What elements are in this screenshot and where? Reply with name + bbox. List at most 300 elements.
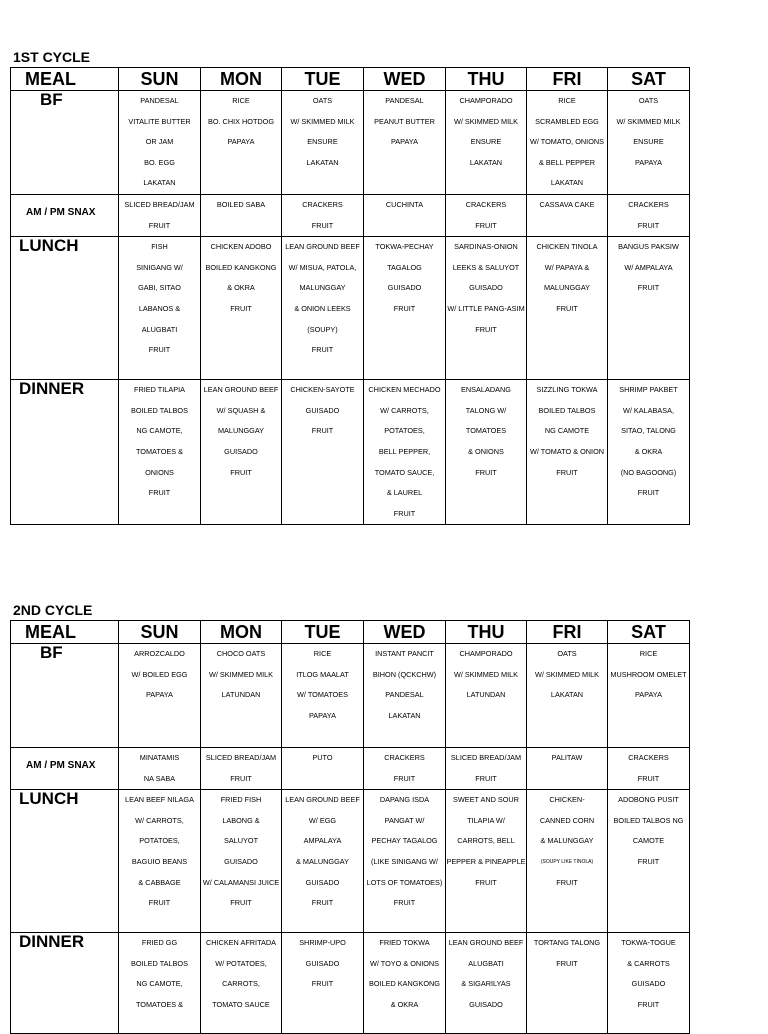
- menu-item: FRUIT: [556, 467, 578, 477]
- menu-item: PAPAYA: [145, 690, 174, 700]
- menu-item: PANDESAL: [385, 690, 424, 700]
- meal-label-cell: [11, 380, 119, 525]
- menu-item: FRUIT: [311, 979, 334, 989]
- day-header-sun: SUN: [119, 621, 201, 644]
- menu-cell-wed: [364, 644, 446, 748]
- menu-cell-wed: [364, 237, 446, 380]
- menu-item: GUISADO: [305, 958, 340, 968]
- meal-row-snacks: [11, 748, 690, 790]
- menu-cell-tue: [282, 790, 364, 933]
- menu-item: CHICKEN-SAYOTE: [290, 385, 355, 395]
- menu-item-list: [201, 933, 281, 1015]
- menu-item: & CABBAGE: [138, 877, 181, 887]
- menu-item: GUISADO: [387, 283, 422, 293]
- meal-column-header: MEAL: [11, 621, 119, 644]
- menu-cell-wed: [364, 194, 446, 236]
- menu-item: POTATOES,: [139, 836, 180, 846]
- menu-item: LAKATAN: [143, 178, 176, 188]
- menu-cell-sat: [608, 644, 690, 748]
- menu-cell-sat: [608, 91, 690, 195]
- menu-item: & ONION LEEKS: [294, 303, 351, 313]
- menu-item: BOILED TALBOS: [131, 405, 188, 415]
- menu-cell-tue: [282, 933, 364, 1034]
- menu-item: CRACKERS: [384, 753, 425, 762]
- menu-cell-tue: [282, 237, 364, 380]
- menu-cell-thu: [446, 933, 527, 1034]
- menu-item: W/ POTATOES,: [215, 958, 267, 968]
- menu-item: FRUIT: [393, 773, 416, 783]
- menu-cell-sun: [119, 933, 201, 1034]
- menu-item: CAMOTE: [632, 836, 665, 846]
- menu-item: W/ TOMATO, ONIONS: [529, 137, 605, 147]
- menu-item-list: [608, 644, 689, 706]
- menu-cell-sun: [119, 237, 201, 380]
- menu-item: W/ SKIMMED MILK: [208, 669, 274, 679]
- menu-item: GABI, SITAO: [138, 283, 181, 293]
- menu-item: TOMATOES &: [135, 446, 184, 456]
- menu-cell-thu: [446, 790, 527, 933]
- menu-item: GUISADO: [305, 405, 340, 415]
- menu-item: LEEKS & SALUYOT: [452, 262, 520, 272]
- menu-item: CHOCO OATS: [216, 649, 266, 658]
- menu-cell-fri: [527, 644, 608, 748]
- menu-item: LATUNDAN: [221, 690, 261, 700]
- menu-item: PAPAYA: [308, 710, 337, 720]
- menu-item-list: [201, 748, 281, 789]
- menu-item-list: [527, 380, 607, 483]
- meal-label-breakfast: BF: [40, 643, 63, 662]
- menu-item: INSTANT PANCIT: [375, 649, 434, 658]
- menu-item: SITAO, TALONG: [621, 426, 676, 436]
- menu-item: CRACKERS: [628, 199, 669, 209]
- meal-label-snacks: AM / PM SNAX: [26, 760, 96, 771]
- menu-item: VITALITE BUTTER: [128, 116, 191, 126]
- day-header-fri: FRI: [527, 621, 608, 644]
- menu-cell-thu: [446, 380, 527, 525]
- menu-item-list: [446, 748, 526, 789]
- menu-item-list: [608, 237, 689, 299]
- menu-item: & MALUNGGAY: [540, 836, 594, 846]
- menu-item: MALUNGGAY: [543, 283, 591, 293]
- menu-item: RICE: [639, 649, 658, 658]
- menu-item-list: [119, 195, 200, 236]
- menu-item: RICE: [313, 649, 332, 658]
- menu-item-list: [119, 933, 200, 1015]
- menu-cell-tue: [282, 194, 364, 236]
- menu-item: PEPPER & PINEAPPLE: [446, 856, 526, 866]
- menu-item: ONIONS: [145, 467, 174, 477]
- menu-item: SHRIMP-UPO: [299, 938, 346, 948]
- menu-cell-sun: [119, 194, 201, 236]
- meal-row-breakfast: [11, 644, 690, 748]
- menu-item: (NO BAGOONG): [620, 467, 677, 477]
- menu-item: W/ CALAMANSI JUICE: [202, 877, 280, 887]
- menu-item-list: [527, 91, 607, 194]
- menu-item: FRIED GG: [141, 938, 178, 948]
- menu-item-list: [527, 644, 607, 706]
- menu-item: W/ AMPALAYA: [624, 262, 673, 272]
- menu-item: MALUNGGAY: [299, 283, 346, 293]
- menu-item: FRUIT: [393, 898, 416, 908]
- menu-item: MALUNGGAY: [217, 426, 265, 436]
- menu-item-list: [119, 237, 200, 361]
- menu-item: MUSHROOM OMELET: [610, 669, 687, 679]
- menu-item: & CARROTS: [627, 958, 670, 968]
- menu-item: ALUGBATI: [468, 958, 504, 968]
- menu-item: LEAN GROUND BEEF: [448, 938, 524, 948]
- menu-cell-mon: [201, 790, 282, 933]
- menu-item: W/ PAPAYA &: [544, 262, 590, 272]
- menu-item: FRUIT: [393, 303, 416, 313]
- menu-item: ARROZCALDO: [134, 649, 185, 658]
- menu-item: PANGAT W/: [384, 815, 425, 825]
- menu-item-list: [119, 380, 200, 504]
- menu-item: FRUIT: [230, 303, 252, 313]
- menu-item: PAPAYA: [390, 137, 419, 147]
- menu-item: OATS: [638, 96, 659, 105]
- menu-item-list: [282, 380, 363, 442]
- menu-cell-sun: [119, 790, 201, 933]
- menu-cell-wed: [364, 91, 446, 195]
- menu-item-list: [527, 237, 607, 319]
- menu-item: CRACKERS: [302, 199, 343, 209]
- menu-item-list: [446, 380, 526, 483]
- menu-cell-thu: [446, 644, 527, 748]
- cycle-2-table: [10, 620, 690, 1034]
- menu-item: FRUIT: [556, 303, 578, 313]
- menu-cell-thu: [446, 194, 527, 236]
- menu-cell-fri: [527, 237, 608, 380]
- menu-item: FISH: [151, 242, 168, 252]
- menu-cell-tue: [282, 380, 364, 525]
- menu-item: BELL PEPPER,: [378, 446, 431, 456]
- menu-item: ALUGBATI: [141, 324, 178, 334]
- menu-item-list: [608, 748, 689, 789]
- menu-item: CHICKEN AFRITADA: [205, 938, 276, 948]
- menu-item: ADOBONG PUSIT: [618, 795, 679, 805]
- menu-item: (SOUPY): [307, 324, 338, 334]
- menu-item: SLICED BREAD/JAM: [124, 199, 195, 209]
- menu-cell-wed: [364, 748, 446, 790]
- menu-item: FRUIT: [475, 324, 497, 334]
- menu-item: GUISADO: [631, 979, 666, 989]
- menu-item: FRUIT: [311, 898, 334, 908]
- menu-item-list: [201, 644, 281, 706]
- menu-item-list: [364, 644, 445, 726]
- menu-item: & LAUREL: [386, 488, 423, 498]
- menu-item: (LIKE SINIGANG W/: [371, 856, 438, 866]
- menu-item: FRUIT: [148, 345, 171, 355]
- menu-item: RICE: [558, 96, 576, 105]
- menu-cell-tue: [282, 644, 364, 748]
- menu-item-list: [608, 790, 689, 872]
- menu-item: BIHON (QCKCHW): [372, 669, 437, 679]
- menu-item: ENSURE: [633, 137, 664, 147]
- menu-item: PANDESAL: [140, 96, 179, 105]
- menu-item: (SOUPY LIKE TINOLA): [540, 858, 594, 865]
- menu-item-list: [527, 748, 607, 769]
- menu-item: AMPALAYA: [303, 836, 342, 846]
- menu-item: BO. EGG: [144, 157, 175, 167]
- menu-item: W/ MISUA, PATOLA,: [288, 262, 357, 272]
- menu-item: BOILED TALBOS: [131, 958, 188, 968]
- meal-label-cell: [11, 237, 119, 380]
- day-header-sat: SAT: [608, 68, 690, 91]
- menu-item: FRUIT: [230, 773, 252, 783]
- menu-item: TALONG W/: [465, 405, 507, 415]
- day-header-tue: TUE: [282, 621, 364, 644]
- menu-cell-sat: [608, 380, 690, 525]
- menu-item: FRUIT: [556, 958, 578, 968]
- meal-column-header: MEAL: [11, 68, 119, 91]
- menu-item: NG CAMOTE,: [136, 426, 183, 436]
- menu-item: & OKRA: [634, 446, 663, 456]
- meal-row-dinner: [11, 933, 690, 1034]
- menu-item: CARROTS, BELL: [457, 836, 515, 846]
- menu-item: CHAMPORADO: [459, 96, 513, 105]
- menu-item-list: [364, 933, 445, 1015]
- menu-item: ENSALADANG: [461, 385, 511, 395]
- menu-cell-thu: [446, 237, 527, 380]
- menu-item: OATS: [557, 649, 577, 658]
- menu-item: GUISADO: [224, 446, 258, 456]
- menu-item: LAKATAN: [469, 157, 503, 167]
- menu-item: W/ SQUASH &: [216, 405, 266, 415]
- menu-item: FRUIT: [637, 999, 660, 1009]
- menu-item: NG CAMOTE: [544, 426, 590, 436]
- menu-item: FRUIT: [556, 877, 578, 887]
- menu-item-list: [282, 237, 363, 361]
- day-header-wed: WED: [364, 621, 446, 644]
- day-header-sun: SUN: [119, 68, 201, 91]
- menu-item: FRUIT: [475, 467, 497, 477]
- menu-item: W/ LITTLE PANG-ASIM: [447, 303, 525, 313]
- menu-item: FRUIT: [475, 877, 497, 887]
- meal-label-lunch: LUNCH: [19, 789, 79, 809]
- meal-row-lunch: [11, 237, 690, 380]
- cycle-1-title: 1ST CYCLE: [13, 49, 91, 65]
- menu-item: LAKATAN: [550, 690, 584, 700]
- menu-cell-mon: [201, 933, 282, 1034]
- meal-row-snacks: [11, 194, 690, 236]
- menu-cell-wed: [364, 790, 446, 933]
- menu-item: FRIED FISH: [220, 795, 262, 805]
- menu-item: CUCHINTA: [385, 199, 424, 209]
- menu-item: BOILED TALBOS: [538, 405, 596, 415]
- menu-item: FRUIT: [637, 283, 660, 293]
- menu-item: OR JAM: [145, 137, 174, 147]
- menu-item: TOMATOES &: [135, 999, 184, 1009]
- menu-cell-fri: [527, 91, 608, 195]
- day-header-thu: THU: [446, 621, 527, 644]
- menu-item: POTATOES,: [384, 426, 425, 436]
- menu-item: BOILED TALBOS NG: [613, 815, 684, 825]
- menu-item: W/ SKIMMED MILK: [290, 116, 355, 126]
- menu-item: W/ SKIMMED MILK: [534, 669, 600, 679]
- menu-item: LEAN BEEF NILAGA: [125, 795, 194, 805]
- meal-row-breakfast: [11, 91, 690, 195]
- menu-item-list: [446, 790, 526, 893]
- menu-item: FRUIT: [148, 220, 171, 230]
- menu-item: W/ TOMATOES: [297, 690, 348, 700]
- menu-item: CANNED CORN: [539, 815, 595, 825]
- menu-item: FRUIT: [475, 773, 497, 783]
- menu-cell-wed: [364, 380, 446, 525]
- menu-item: W/ SKIMMED MILK: [453, 669, 519, 679]
- menu-item: CARROTS,: [222, 979, 260, 989]
- menu-item-list: [119, 644, 200, 706]
- menu-item: SHRIMP PAKBET: [619, 385, 678, 395]
- day-header-mon: MON: [201, 621, 282, 644]
- menu-item: PANDESAL: [385, 96, 424, 105]
- menu-item: LEAN GROUND BEEF: [285, 242, 360, 252]
- meal-label-dinner: DINNER: [19, 379, 85, 399]
- meal-label-breakfast: BF: [40, 90, 63, 109]
- menu-item-list: [446, 91, 526, 173]
- menu-item-list: [364, 380, 445, 524]
- menu-cell-mon: [201, 237, 282, 380]
- menu-item: FRUIT: [230, 898, 252, 908]
- menu-item: TOMATO SAUCE: [212, 999, 270, 1009]
- menu-item: LOTS OF TOMATOES): [366, 877, 443, 887]
- menu-item: GUISADO: [224, 856, 258, 866]
- menu-item: CRACKERS: [465, 199, 507, 209]
- menu-item: W/ TOMATO & ONION: [529, 446, 605, 456]
- menu-item-list: [201, 195, 281, 216]
- menu-item-list: [364, 237, 445, 319]
- menu-item: ITLOG MAALAT: [296, 669, 349, 679]
- day-header-fri: FRI: [527, 68, 608, 91]
- menu-item: NG CAMOTE,: [136, 979, 183, 989]
- menu-item: TOMATOES: [465, 426, 507, 436]
- menu-item: CHICKEN-: [549, 795, 585, 805]
- meal-label-cell: [11, 644, 119, 748]
- menu-item: FRUIT: [148, 898, 171, 908]
- menu-item-list: [119, 748, 200, 789]
- menu-item: TORTANG TALONG: [533, 938, 601, 948]
- menu-item-list: [282, 933, 363, 995]
- menu-item: & SIGARILYAS: [461, 979, 511, 989]
- menu-item: LEAN GROUND BEEF: [285, 795, 360, 805]
- menu-item: CRACKERS: [628, 753, 669, 762]
- menu-item: PEANUT BUTTER: [374, 116, 435, 126]
- menu-item: TOMATO SAUCE,: [374, 467, 435, 477]
- menu-item: TAGALOG: [387, 262, 422, 272]
- meal-label-lunch: LUNCH: [19, 236, 79, 256]
- menu-item: & OKRA: [227, 283, 255, 293]
- menu-item: FRUIT: [230, 467, 252, 477]
- menu-item: BAGUIO BEANS: [131, 856, 188, 866]
- menu-item: FRUIT: [393, 508, 416, 518]
- menu-item: TILAPIA W/: [467, 815, 505, 825]
- menu-item-list: [527, 933, 607, 974]
- menu-item: LAKATAN: [388, 710, 421, 720]
- menu-item-list: [201, 91, 281, 153]
- menu-cell-fri: [527, 933, 608, 1034]
- menu-cell-wed: [364, 933, 446, 1034]
- menu-item: SINIGANG W/: [136, 262, 183, 272]
- meal-row-lunch: [11, 790, 690, 933]
- menu-item: LAKATAN: [550, 178, 584, 188]
- menu-cell-thu: [446, 748, 527, 790]
- menu-cell-sat: [608, 237, 690, 380]
- menu-cell-tue: [282, 91, 364, 195]
- menu-item: FRUIT: [637, 488, 660, 498]
- menu-cell-sun: [119, 380, 201, 525]
- menu-cell-mon: [201, 644, 282, 748]
- menu-item: W/ SKIMMED MILK: [453, 116, 519, 126]
- menu-item: & OKRA: [390, 999, 419, 1009]
- menu-cell-sun: [119, 748, 201, 790]
- menu-item: LAKATAN: [306, 157, 339, 167]
- menu-item: SALUYOT: [223, 836, 259, 846]
- meal-label-cell: [11, 748, 119, 790]
- menu-item: BOILED SABA: [216, 199, 266, 209]
- menu-item: BOILED KANGKONG: [205, 262, 277, 272]
- menu-cell-tue: [282, 748, 364, 790]
- menu-item: W/ CARROTS,: [380, 405, 429, 415]
- cycle-2-title: 2ND CYCLE: [13, 602, 93, 618]
- menu-item-list: [201, 380, 281, 483]
- menu-item: & MALUNGGAY: [296, 856, 349, 866]
- menu-cell-sun: [119, 644, 201, 748]
- menu-item-list: [364, 748, 445, 789]
- menu-item: CHICKEN MECHADO: [368, 385, 441, 395]
- menu-item-list: [446, 237, 526, 340]
- menu-item: FRUIT: [637, 220, 660, 230]
- menu-item: W/ CARROTS,: [135, 815, 184, 825]
- menu-item: PAPAYA: [634, 690, 663, 700]
- menu-item-list: [364, 790, 445, 914]
- menu-item-list: [608, 195, 689, 236]
- menu-item: SCRAMBLED EGG: [535, 116, 599, 126]
- menu-cell-fri: [527, 790, 608, 933]
- menu-item-list: [282, 790, 363, 914]
- menu-item: PALITAW: [551, 753, 583, 762]
- menu-cell-fri: [527, 380, 608, 525]
- day-header-thu: THU: [446, 68, 527, 91]
- menu-item: LATUNDAN: [466, 690, 506, 700]
- menu-cell-sat: [608, 748, 690, 790]
- menu-item: LABONG &: [222, 815, 260, 825]
- cycle-1-table: [10, 67, 690, 525]
- menu-item: DAPANG ISDA: [379, 795, 430, 805]
- menu-cell-fri: [527, 194, 608, 236]
- menu-item: SLICED BREAD/JAM: [205, 753, 277, 762]
- menu-item-list: [201, 237, 281, 319]
- menu-cell-sat: [608, 933, 690, 1034]
- menu-cell-mon: [201, 748, 282, 790]
- menu-item: FRUIT: [311, 426, 334, 436]
- menu-item: OATS: [312, 96, 333, 105]
- menu-cell-mon: [201, 194, 282, 236]
- menu-item: W/ SKIMMED MILK: [616, 116, 681, 126]
- menu-item: FRUIT: [475, 220, 497, 230]
- menu-item: BOILED KANGKONG: [369, 979, 440, 989]
- menu-item: FRUIT: [637, 856, 660, 866]
- menu-item-list: [282, 195, 363, 236]
- menu-item: ENSURE: [470, 137, 502, 147]
- menu-item: W/ EGG: [308, 815, 337, 825]
- day-header-wed: WED: [364, 68, 446, 91]
- meal-label-dinner: DINNER: [19, 932, 85, 952]
- day-header-sat: SAT: [608, 621, 690, 644]
- menu-item-list: [364, 91, 445, 153]
- menu-item-list: [282, 748, 363, 769]
- menu-item: & ONIONS: [468, 446, 504, 456]
- menu-item: FRUIT: [311, 220, 334, 230]
- day-header-tue: TUE: [282, 68, 364, 91]
